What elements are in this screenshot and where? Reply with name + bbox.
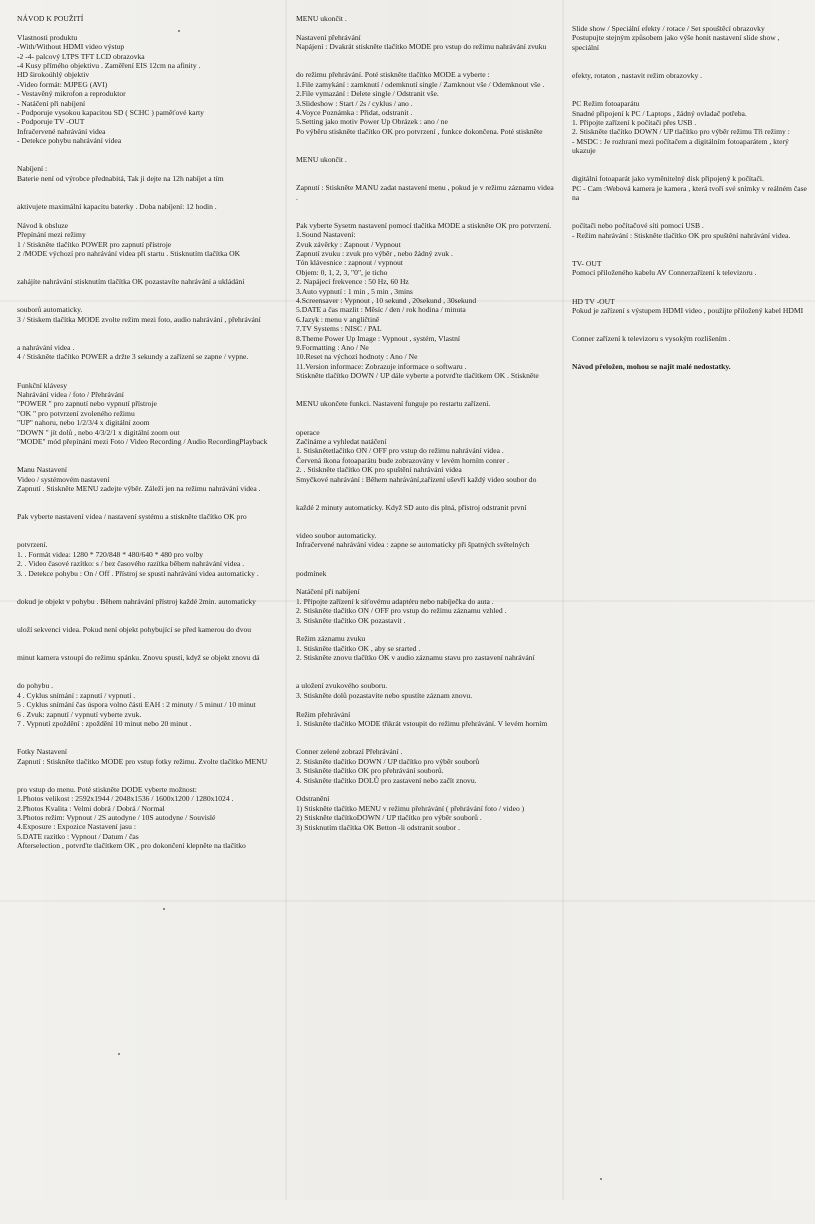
line-gap: [17, 324, 279, 333]
text-line: Smyčkové nahrávání : Během nahrávání,zařízení uševří každý video soubor do: [296, 474, 537, 484]
text-line: 4 . Cyklus snímání : zapnutí / vypnutí .: [17, 690, 136, 700]
text-line: Zapnutí : Stiskněte tlačítko MODE pro vstup fotky režimu. Zvolte tlačítko MENU: [17, 756, 268, 766]
line-gap: [296, 522, 554, 531]
text-line: Objem: 0, 1, 2, 3, "0", je ticho: [296, 267, 388, 277]
text-line: a nahrávání videa .: [17, 343, 75, 353]
text-line: Režim záznamu zvuku: [296, 634, 366, 644]
text-line: TV- OUT: [572, 259, 602, 268]
text-line: 1.Sound Nastavení:: [296, 230, 356, 240]
text-line: Pak vyberte Sysetm nastavení pomocí tlačítka MODE a stiskněte OK pro potvrzení.: [296, 220, 552, 230]
text-line: dokud je objekt v pohybu . Během nahrávání přístroj každé 2min. automaticky: [17, 596, 256, 606]
text-column-3: [572, 0, 807, 1224]
text-line: Napájení : Dvakrát stiskněte tlačítko MODE pro vstup do režimu nahrávání zvuku: [296, 42, 547, 52]
text-line: -2 -4- palcový LTPS TFT LCD obrazovka: [17, 51, 145, 61]
text-line: do pohybu .: [17, 681, 54, 691]
text-line: Infračervené nahrávání videa : zapne se automaticky při špatných světelných: [296, 540, 530, 550]
line-gap: [296, 174, 554, 183]
text-line: minut kamera vstoupí do režimu spánku. Znovu spustí, když se objekt znovu dá: [17, 653, 260, 663]
text-line: podmínek: [296, 568, 327, 578]
line-gap: [17, 268, 279, 277]
line-gap: [296, 494, 554, 503]
text-line: - Podporuje TV -OUT: [17, 117, 85, 127]
line-gap: [17, 522, 279, 531]
line-gap: [17, 663, 279, 672]
text-line: Pak vyberte nastavení videa / nastavení systému a stiskněte tlačítko OK pro: [17, 512, 247, 522]
text-line: počítači nebo počítačové síti pomocí USB .: [572, 221, 704, 231]
text-line: operace: [296, 427, 320, 437]
line-gap: [17, 644, 279, 653]
text-line: video soubor automaticky.: [296, 531, 377, 541]
text-line: MENU ukončit .: [296, 14, 347, 23]
text-line: 3. Stiskněte dolů pozastavíte nebo spustíte záznam znovu.: [296, 690, 473, 700]
line-gap: [296, 418, 554, 427]
line-gap: [296, 61, 554, 70]
text-line: 2. Stiskněte tlačítko ON / OFF pro vstup do režimu záznamu vzhled .: [296, 606, 507, 616]
text-line: - Detekce pohybu nahrávání videa: [17, 136, 122, 146]
text-column-1: [17, 0, 279, 1214]
line-gap: [17, 296, 279, 305]
text-line: 3 / Stiskem tlačítka MODE zvolte režim mezi foto, audio nahrávání , přehrávání: [17, 314, 261, 324]
text-line: 1 / Stiskněte tlačítko POWER pro zapnutí přístroje: [17, 239, 172, 249]
line-gap: [296, 52, 554, 61]
text-line: 1.Photos velikost : 2592x1944 / 2048x1536 / 1600x1200 / 1280x1024 .: [17, 794, 234, 804]
text-line: 5.DATE razítko : Vypnout / Datum / čas: [17, 831, 139, 841]
text-line: Manu Nastavení: [17, 465, 67, 475]
line-gap: [17, 334, 279, 343]
line-gap: [572, 278, 807, 287]
text-line: 3.Photos režim: Vypnout / 2S autodyne / 10S autodyne / Souvislé: [17, 813, 216, 823]
text-line: 7.TV Systems : NISC / PAL: [296, 324, 382, 334]
text-line: 2. . Video časové razítko: s / bez časového razítka během nahrávání videa .: [17, 559, 245, 569]
text-line: Conner zelené zobrazí Přehrávání .: [296, 747, 403, 757]
line-gap: [296, 578, 554, 587]
text-line: 11.Version informace: Zobrazuje informace o softwaru .: [296, 361, 467, 371]
line-gap: [17, 23, 279, 32]
text-line: 2. Stiskněte znovu tlačítko OK v audio záznamu stavu pro zastavení nahrávání: [296, 653, 535, 663]
text-line: Režim přehrávání: [296, 709, 351, 719]
line-gap: [296, 672, 554, 681]
text-line: 1. Stiskněte tlačítko OK , aby se srarted .: [296, 643, 421, 653]
line-gap: [296, 625, 554, 634]
text-line: Zapnutí : Stiskněte MANU zadat nastavení menu , pokud je v režimu záznamu videa .: [296, 183, 554, 202]
text-line: Snadné připojení k PC / Laptops , žádný ovladač potřeba.: [572, 108, 747, 118]
line-gap: [17, 362, 279, 371]
line-gap: [296, 700, 554, 709]
line-gap: [296, 785, 554, 794]
text-line: 3.Auto vypnutí : 1 min , 5 min , 3mins: [296, 286, 413, 296]
text-line: zahájíte nahrávání stisknutím tlačítka OK pozastavíte nahrávání a ukládání: [17, 277, 245, 287]
text-line: 1. . Formát videa: 1280 * 720/848 * 480/640 * 480 pro volby: [17, 549, 204, 559]
text-line: 3) Stisknutím tlačítka OK Betton -li odstranit soubor .: [296, 822, 460, 832]
line-gap: [17, 258, 279, 267]
text-line: MENU ukončit .: [296, 155, 347, 165]
line-gap: [17, 183, 279, 192]
text-line: Nabíjení :: [17, 164, 48, 174]
text-line: 2. Napájecí frekvence : 50 Hz, 60 Hz: [296, 277, 409, 287]
text-line: 4. Stiskněte tlačítko DOLŮ pro zastavení nebo začít znovu.: [296, 775, 477, 785]
line-gap: [17, 775, 279, 784]
line-gap: [572, 80, 807, 89]
text-line: každé 2 minuty automaticky. Když SD auto dis plná, přístroj odstranit první: [296, 502, 527, 512]
line-gap: [17, 146, 279, 155]
text-line: "MODE" mód přepínání mezi Foto / Video Recording / Audio RecordingPlayback: [17, 437, 268, 447]
line-gap: [17, 211, 279, 220]
text-line: 7 . Vypnutí zpoždění : zpoždění 10 minut nebo 20 minut .: [17, 719, 192, 729]
line-gap: [17, 587, 279, 596]
line-gap: [17, 634, 279, 643]
text-line: Po výběru stiskněte tlačítko OK pro potvrzení , funkce dokončena. Poté stiskněte: [296, 126, 543, 136]
line-gap: [296, 559, 554, 568]
line-gap: [296, 729, 554, 738]
text-line: Conner zařízení k televizoru s vysokým rozlišením .: [572, 334, 731, 344]
line-gap: [572, 156, 807, 165]
text-line: 8.Theme Power Up Image : Vypnout , systém, Vlastní: [296, 333, 461, 343]
line-gap: [17, 287, 279, 296]
text-line: "OK " pro potvrzení zvoleného režimu: [17, 408, 135, 418]
text-line: - Vestavěný mikrofon a reproduktor: [17, 89, 126, 99]
text-line: NÁVOD K POUŽITÍ: [17, 14, 84, 23]
text-line: Afterselection , potvrďte tlačítkem OK , pro dokončení klepněte na tlačítko: [17, 841, 246, 851]
line-gap: [572, 52, 807, 61]
text-line: Postupujte stejným způsobem jako výše honit nastavení slide show , speciální: [572, 33, 780, 52]
text-line: 1. Připojte zařízení k počítači přes USB .: [572, 118, 697, 127]
text-line: "UP" nahoru, nebo 1/2/3/4 x digitální zoom: [17, 418, 150, 428]
line-gap: [572, 250, 807, 259]
text-line: Návod k obsluze: [17, 220, 69, 230]
text-line: efekty, rotaton , nastavit režim obrazovky .: [572, 71, 703, 80]
text-line: Zapnutí . Stiskněte MENU zadejte výběr. Záleží jen na režimu nahrávání videa .: [17, 484, 261, 494]
text-line: 1. Stiskněte tlačítko MODE třikrát vstoupit do režimu přehrávání. V levém horním: [296, 719, 548, 729]
text-line: PC - Cam :Webová kamera je kamera , která tvoří své snímky v reálném čase na: [572, 183, 807, 203]
line-gap: [572, 203, 807, 212]
text-line: Pomocí přiloženého kabelu AV Connerzařízení k televizoru .: [572, 268, 757, 278]
line-gap: [296, 484, 554, 493]
text-line: Infračervené nahrávání videa: [17, 126, 106, 136]
text-line: 2. Stiskněte tlačítko DOWN / UP tlačítko pro výběr režimu Tři režimy :: [572, 127, 790, 137]
text-line: Slide show / Speciální efekty / rotace / Set spouštěcí obrazovky: [572, 24, 765, 33]
text-line: 1.File zamykání : zamknutí / odemknutí single / Zamknout vše / Odemknout vše .: [296, 79, 545, 89]
line-gap: [296, 211, 554, 220]
text-line: Začínáme a vyhledat natáčení: [296, 437, 387, 447]
text-line: 2. . Stiskněte tlačítko OK pro spuštění nahrávání videa: [296, 465, 462, 475]
line-gap: [572, 212, 807, 221]
line-gap: [572, 325, 807, 334]
line-gap: [572, 287, 807, 296]
text-line: Přepínání mezi režimy: [17, 230, 86, 240]
text-line: Vlastnosti produktu: [17, 32, 78, 42]
text-line: Video / systémovém nastavení: [17, 474, 110, 484]
line-gap: [17, 193, 279, 202]
text-line: Nastavení přehrávání: [296, 32, 361, 42]
text-line: Fotky Nastavení: [17, 747, 67, 757]
text-line: Natáčení při nabíjení: [296, 587, 360, 597]
line-gap: [296, 390, 554, 399]
line-gap: [572, 353, 807, 362]
text-line: - Natáčení při nabíjení: [17, 98, 86, 108]
text-line: 4 / Stiskněte tlačítko POWER a držte 3 sekundy a zařízení se zapne / vypne.: [17, 352, 249, 362]
line-gap: [572, 315, 807, 324]
line-gap: [296, 512, 554, 521]
text-line: HD širokoúhlý objektiv: [17, 70, 90, 80]
line-gap: [296, 164, 554, 173]
line-gap: [296, 738, 554, 747]
text-line: pro vstup do menu. Poté stiskněte DODE vyberte možnost:: [17, 784, 197, 794]
text-line: Zapnutí zvuku : zvuk pro výběr , nebo žádný zvuk .: [296, 249, 453, 259]
line-gap: [296, 550, 554, 559]
line-gap: [17, 616, 279, 625]
text-line: Nahrávání videa / foto / Přehrávání: [17, 390, 124, 400]
line-gap: [572, 344, 807, 353]
text-line: do režimu přehrávání. Poté stiskněte tlačítko MODE a vyberte :: [296, 70, 490, 80]
line-gap: [296, 146, 554, 155]
text-line: 3.Slideshow : Start / 2s / cyklus / ano .: [296, 98, 413, 108]
text-line: 5 . Cyklus snímání čas úspora volno části EAH : 2 minuty / 5 minut / 10 minut: [17, 700, 256, 710]
line-gap: [17, 606, 279, 615]
line-gap: [17, 493, 279, 502]
text-line: Odstranění: [296, 794, 330, 804]
text-line: -Video formát: MJPEG (AVI): [17, 79, 108, 89]
text-line: 6.Jazyk : menu v angličtině: [296, 314, 380, 324]
text-line: 1. Stisknětetlačítko ON / OFF pro vstup do režimu nahrávání videa .: [296, 446, 504, 456]
text-line: Návod přeložen, mohou se najít malé nedostatky.: [572, 362, 731, 372]
text-line: a uložení zvukového souboru.: [296, 681, 388, 691]
text-line: "POWER " pro zapnutí nebo vypnutí přístroje: [17, 399, 157, 409]
text-line: - Podporuje vysokou kapacitou SD ( SCHC ) paměťové karty: [17, 108, 204, 118]
text-line: 1. Připojte zařízení k síťovému adaptéru nebo nabíječka do auta .: [296, 596, 494, 606]
text-line: 3. . Detekce pohybu : On / Off . Přístroj se spustí nahrávání videa automaticky .: [17, 568, 259, 578]
text-line: Funkční klávesy: [17, 380, 67, 390]
text-line: Tón klávesnice : zapnout / vypnout: [296, 258, 403, 268]
text-line: 2 /MODE výchozí pro nahrávání videa při startu . Stisknutím tlačítka OK: [17, 249, 241, 259]
text-line: 5.DATE a čas mazlit : Měsíc / den / rok hodina / minuta: [296, 305, 466, 315]
text-line: Pokud je zařízení s výstupem HDMI video , použijte přiložený kabel HDMI: [572, 306, 804, 315]
text-line: 2.Photos Kvalita : Velmi dobrá / Dobrá / Normal: [17, 803, 165, 813]
line-gap: [296, 136, 554, 145]
text-line: 4.Exposure : Expozice Nastavení jasu :: [17, 822, 136, 832]
line-gap: [17, 456, 279, 465]
line-gap: [572, 240, 807, 249]
text-column-2: [296, 0, 554, 1214]
text-line: Stiskněte tlačítko DOWN / UP dále vyberte a potvrďte tlačítkem OK . Stiskněte: [296, 371, 539, 381]
text-line: 3. Stiskněte tlačítko OK pozastavit .: [296, 615, 406, 625]
line-gap: [17, 531, 279, 540]
line-gap: [296, 409, 554, 418]
text-line: 2.File vymazání : Delete single / Odstranit vše.: [296, 89, 439, 99]
line-gap: [296, 202, 554, 211]
text-line: -4 Kusy přímého objektivu . Zaměření EIS 12cm na afinity .: [17, 61, 201, 71]
text-line: Zvuk závěrky : Zapnout / Vypnout: [296, 239, 401, 249]
line-gap: [17, 155, 279, 164]
text-line: 9.Formatting : Ano / Ne: [296, 343, 369, 353]
text-line: digitální fotoaparát jako vyměnitelný disk připojený k počítači.: [572, 174, 764, 184]
line-gap: [572, 90, 807, 99]
line-gap: [296, 663, 554, 672]
text-line: 2) Stiskněte tlačítkoDOWN / UP tlačítko pro výběr souborů .: [296, 813, 482, 823]
line-gap: [17, 766, 279, 775]
line-gap: [17, 738, 279, 747]
text-line: 10.Reset na výchozí hodnoty : Ano / Ne: [296, 352, 418, 362]
text-line: Baterie není od výrobce přednabitá, Tak ji dejte na 12h nabíjet a tím: [17, 173, 224, 183]
text-line: "DOWN " jít dolů , nebo 4/3/2/1 x digitální zoom out: [17, 427, 180, 437]
text-line: 5.Setting jako motiv Power Up Obrázek : ano / ne: [296, 117, 448, 127]
text-line: 4.Voyce Poznámka : Přidat, odstranit .: [296, 108, 413, 118]
text-line: 6 . Zvuk: zapnutí / vypnutí vyberte zvuk.: [17, 709, 142, 719]
text-line: 2. Stiskněte tlačítko DOWN / UP tlačítko pro výběr souborů: [296, 756, 480, 766]
line-gap: [17, 728, 279, 737]
line-gap: [572, 165, 807, 174]
text-line: Červená ikona fotoaparátu bude zobrazovány v levém horním conrer .: [296, 455, 509, 465]
text-line: 3. Stiskněte tlačítko OK pro přehrávání souborů.: [296, 766, 444, 776]
text-line: uloží sekvenci videa. Pokud není objekt pohybující se před kamerou do dvou: [17, 625, 252, 635]
line-gap: [296, 381, 554, 390]
text-line: potvrzení.: [17, 540, 48, 550]
text-line: PC Režim fotoaparátu: [572, 99, 640, 109]
text-line: 1) Stiskněte tlačítko MENU v režimu přehrávání ( přehrávání foto / video ): [296, 803, 525, 813]
line-gap: [296, 23, 554, 32]
text-line: HD TV -OUT: [572, 296, 615, 306]
text-line: - MSDC : Je rozhraní mezi počítačem a digitálním fotoaparátem , který ukazuje: [572, 136, 789, 156]
text-line: souborů automaticky.: [17, 305, 83, 315]
text-line: -With/Without HDMI video výstup: [17, 42, 125, 52]
line-gap: [572, 62, 807, 71]
line-gap: [17, 503, 279, 512]
text-line: MENU ukončete funkci. Nastavení funguje po restartu zařízení.: [296, 399, 491, 409]
text-line: aktivujete maximální kapacitu baterky . Doba nabíjení: 12 hodin .: [17, 202, 217, 212]
line-gap: [17, 578, 279, 587]
line-gap: [17, 371, 279, 380]
line-gap: [17, 446, 279, 455]
text-line: - Režim nahrávání : Stiskněte tlačítko OK pro spuštění nahrávání videa.: [572, 230, 791, 240]
text-line: 4.Screensaver : Vypnout , 10 sekund , 20sekund , 30sekund: [296, 296, 477, 306]
line-gap: [17, 672, 279, 681]
